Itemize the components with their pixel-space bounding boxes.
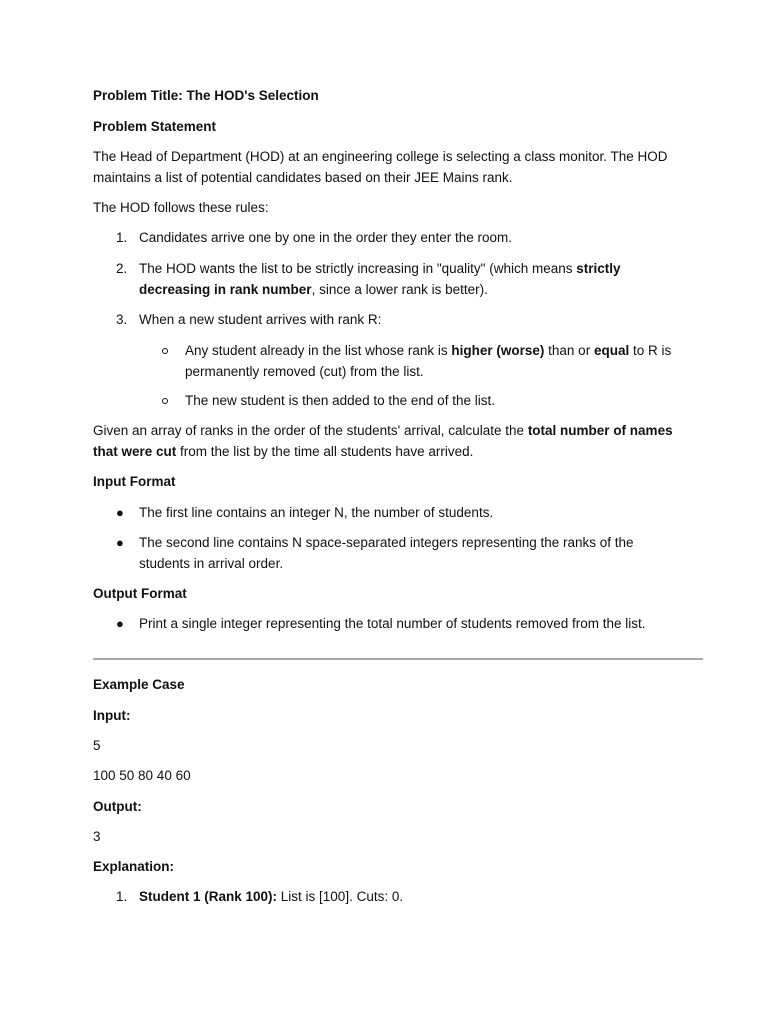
task-paragraph: Given an array of ranks in the order of the students' arrival, calculate the total number of names that were cut from the list by the time all students have arrived. — [93, 423, 673, 459]
rule-text: The HOD wants the list to be strictly increasing in "quality" (which means strictly decreasing in rank number, since a lower rank is better). — [139, 261, 621, 297]
horizontal-divider — [93, 658, 703, 660]
input-format-heading: Input Format — [93, 474, 176, 489]
input-item: The first line contains an integer N, the number of students. — [139, 505, 494, 520]
explanation-step: Student 1 (Rank 100): List is [100]. Cuts: 0. — [139, 889, 404, 904]
input-label: Input: — [93, 708, 131, 723]
rule-number: 1. — [116, 230, 128, 245]
output-label: Output: — [93, 799, 142, 814]
subrule-text: Any student already in the list whose rank is higher (worse) than or equal to R is permanently removed (cut) from the list. — [185, 343, 672, 379]
intro-line-2: maintains a list of potential candidates based on their JEE Mains rank. — [93, 170, 513, 185]
output-value: 3 — [93, 829, 101, 844]
bullet-icon: ● — [116, 505, 124, 520]
rules-intro: The HOD follows these rules: — [93, 200, 269, 215]
hollow-bullet-icon — [162, 398, 168, 404]
problem-title: Problem Title: The HOD's Selection — [93, 88, 319, 103]
output-item: Print a single integer representing the total number of students removed from the list. — [139, 616, 646, 631]
rule-number: 2. — [116, 261, 128, 276]
input-ranks-value: 100 50 80 40 60 — [93, 768, 191, 783]
rule-number: 3. — [116, 312, 128, 327]
rule-text: Candidates arrive one by one in the order they enter the room. — [139, 230, 512, 245]
hollow-bullet-icon — [162, 348, 168, 354]
input-n-value: 5 — [93, 738, 101, 753]
subrule-text: The new student is then added to the end of the list. — [185, 393, 495, 408]
explanation-label: Explanation: — [93, 859, 175, 874]
output-format-heading: Output Format — [93, 586, 187, 601]
bullet-icon: ● — [116, 616, 124, 631]
example-heading: Example Case — [93, 677, 185, 692]
statement-heading: Problem Statement — [93, 119, 217, 134]
intro-line-1: The Head of Department (HOD) at an engineering college is selecting a class monitor. The HOD — [93, 149, 668, 164]
rule-text: When a new student arrives with rank R: — [139, 312, 382, 327]
bullet-icon: ● — [116, 535, 124, 550]
step-number: 1. — [116, 889, 128, 904]
input-item: The second line contains N space-separated integers representing the ranks of the students in arrival order. — [139, 535, 634, 571]
